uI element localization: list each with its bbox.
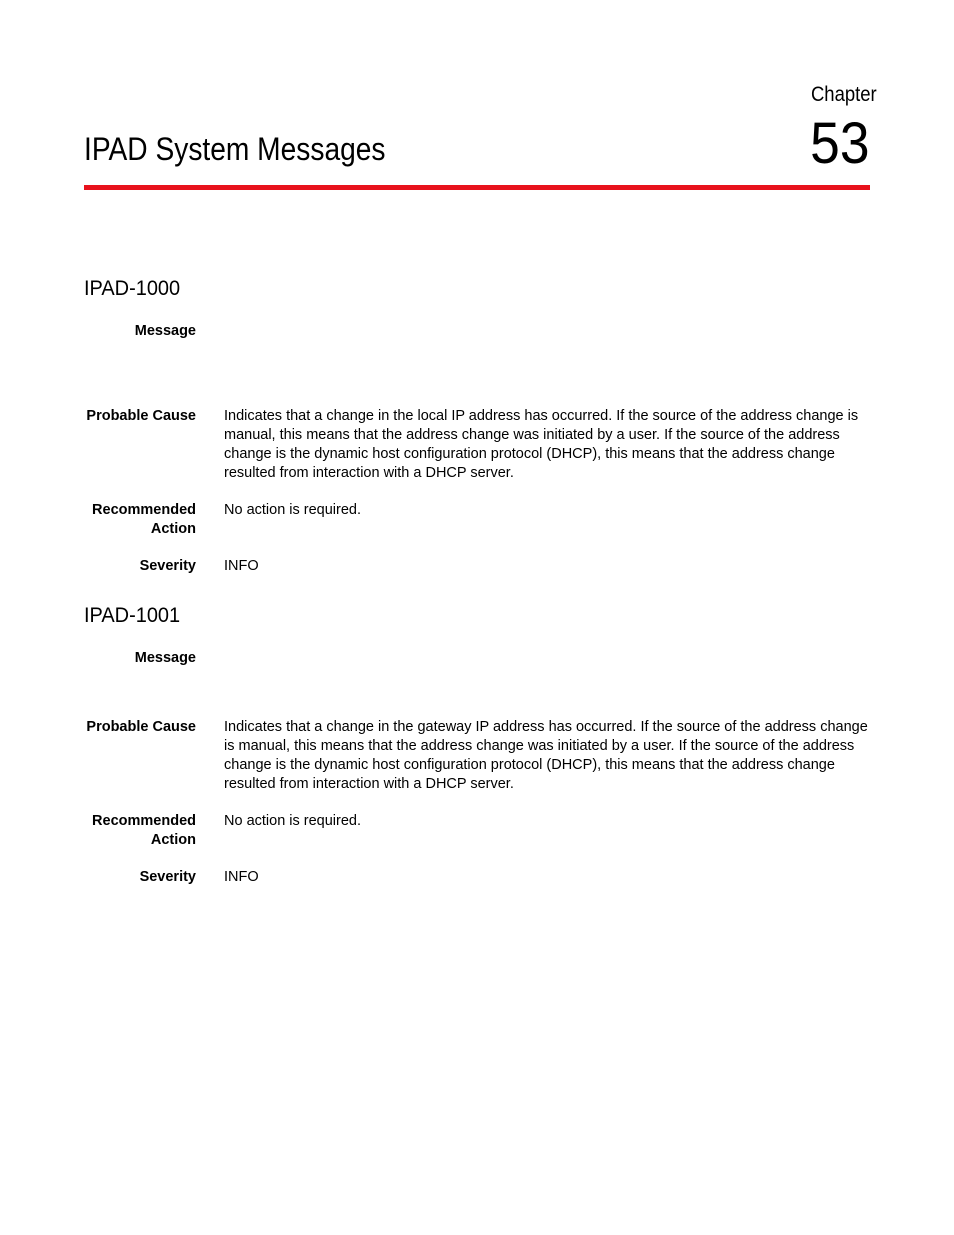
recommended-action-text: No action is required. xyxy=(224,813,362,829)
recommended-action-text: No action is required. xyxy=(224,502,362,518)
chapter-label: Chapter xyxy=(811,83,877,106)
chapter-number: 53 xyxy=(810,111,870,176)
probable-cause-text: Indicates that a change in the local IP address has occurred. If the source of the address change is manual, this means that the address change was initiated by a user. If the source of the address change is the dynamic host configuration protocol (DHCP), this means that the address change resulted from interaction with a DHCP server. xyxy=(224,408,859,481)
severity-text: INFO xyxy=(224,869,259,885)
severity-label: Severity xyxy=(139,869,196,885)
recommended-action-label: Recommended Action xyxy=(92,502,196,537)
recommended-action-label: Recommended Action xyxy=(92,813,196,848)
section-title: IPAD-1001 xyxy=(84,604,181,627)
severity-label: Severity xyxy=(139,558,196,574)
probable-cause-label: Probable Cause xyxy=(86,719,196,735)
severity-text: INFO xyxy=(224,558,259,574)
message-label: Message xyxy=(134,323,196,339)
page-title: IPAD System Messages xyxy=(84,131,386,167)
probable-cause-text: Indicates that a change in the gateway IP address has occurred. If the source of the address change is manual, this means that the address change was initiated by a user. If the source of the address change is the dynamic host configuration protocol (DHCP), this means that the address change resulted from interaction with a DHCP server. xyxy=(224,719,868,792)
section-title: IPAD-1000 xyxy=(84,277,181,300)
chapter-title-rule xyxy=(84,185,870,190)
probable-cause-label: Probable Cause xyxy=(86,408,196,424)
message-label: Message xyxy=(134,650,196,666)
